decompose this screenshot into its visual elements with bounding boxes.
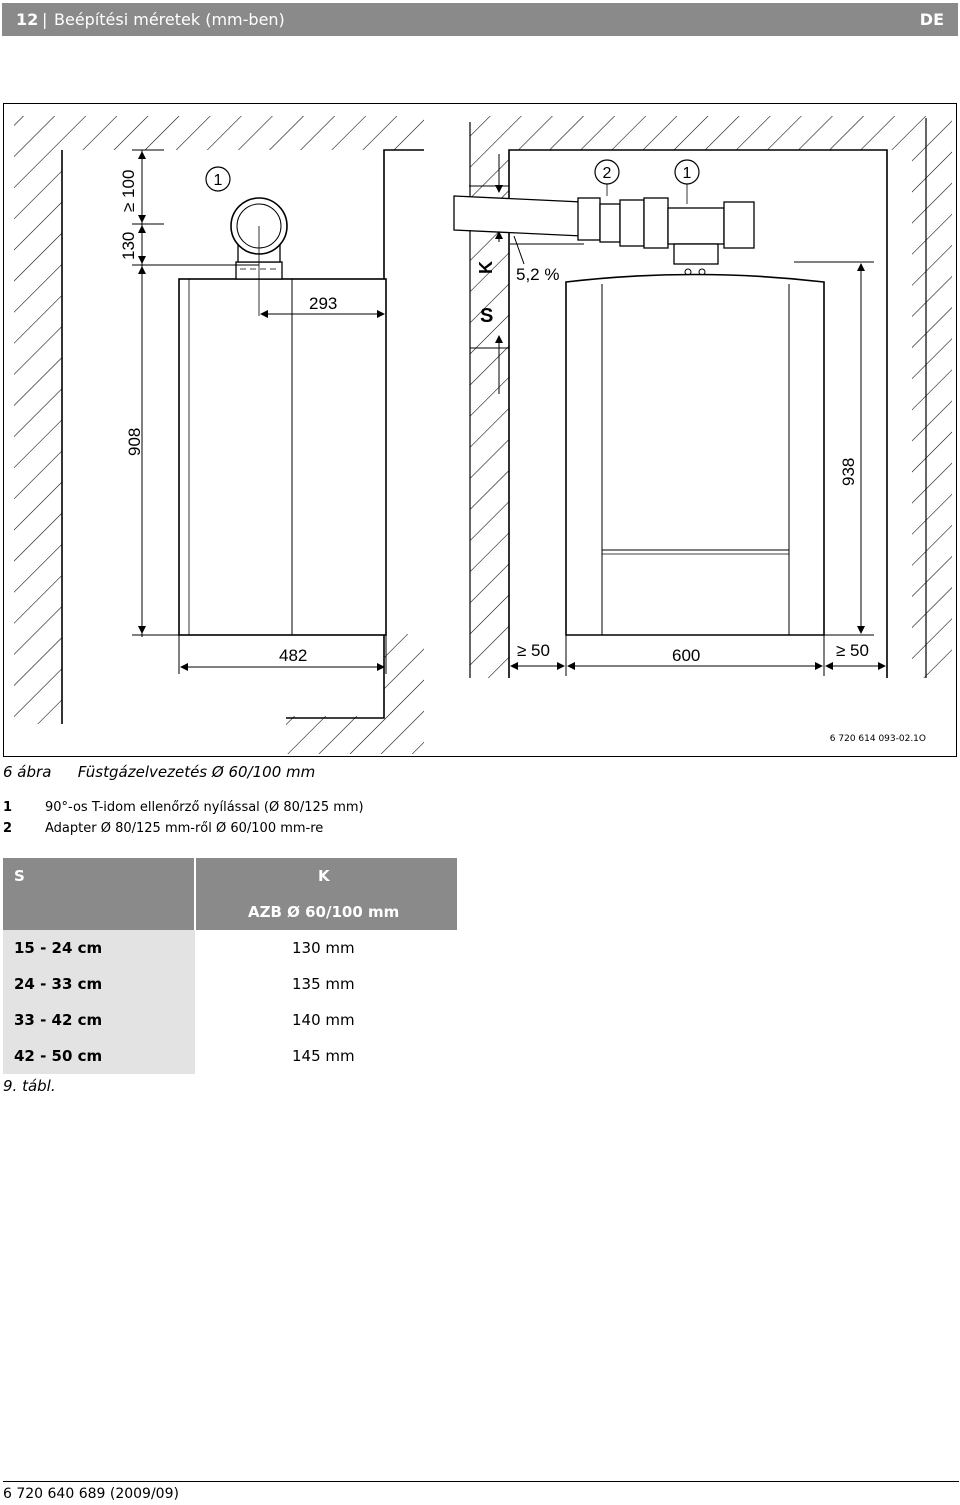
slope-label: 5,2 % (516, 265, 560, 284)
language-code: DE (919, 10, 944, 29)
page-number: 12 (16, 10, 39, 29)
table-row (3, 966, 457, 1002)
dim-label-50-right: ≥ 50 (836, 641, 869, 660)
dim-label-50-left: ≥ 50 (517, 641, 550, 660)
figure-caption (3, 763, 315, 781)
table-caption: 9. tábl. (3, 1077, 56, 1095)
header-s: S (3, 858, 195, 894)
header-separator: | (42, 10, 48, 29)
figure-code: 6 720 614 093-02.1O (829, 734, 926, 744)
callout-right-1 (675, 160, 699, 204)
figure-title: Füstgázelvezetés Ø 60/100 mm (77, 763, 316, 781)
callout-left-1-label: 1 (213, 172, 223, 189)
left-boiler (179, 198, 386, 635)
dim-label-130: 130 (119, 231, 138, 260)
legend-item (3, 818, 364, 839)
table-subheader-row (3, 894, 457, 930)
legend-key: 1 (3, 800, 13, 815)
callout-right-1-label: 1 (682, 165, 692, 182)
callout-left-1 (206, 167, 230, 191)
table-row (3, 1038, 457, 1074)
drawing-svg (4, 104, 958, 758)
callout-right-2 (595, 160, 619, 196)
page-header (2, 3, 958, 36)
dim-label-100: ≥ 100 (119, 169, 138, 212)
dim-label-938: 938 (839, 457, 858, 486)
cell-k: 135 mm (292, 975, 355, 993)
cell-k: 140 mm (292, 1011, 355, 1029)
figure-legend (3, 797, 364, 839)
legend-text: 90°-os T-idom ellenőrző nyílással (Ø 80/125 mm) (45, 800, 364, 815)
legend-text: Adapter Ø 80/125 mm-ről Ø 60/100 mm-re (45, 821, 324, 836)
legend-item (3, 797, 364, 818)
cell-s: 33 - 42 cm (3, 1002, 195, 1038)
footer-doc-id: 6 720 640 689 (2009/09) (3, 1486, 179, 1502)
callout-right-2-label: 2 (602, 165, 612, 182)
dim-label-482: 482 (279, 646, 308, 665)
cell-s: 15 - 24 cm (3, 930, 195, 966)
subheader-k: AZB Ø 60/100 mm (195, 894, 457, 930)
dim-label-908: 908 (125, 427, 144, 456)
right-boiler (566, 275, 824, 636)
cell-k: 145 mm (292, 1047, 355, 1065)
legend-key: 2 (3, 821, 13, 836)
cell-s: 42 - 50 cm (3, 1038, 195, 1074)
table-header-row (3, 858, 457, 894)
installation-drawing (3, 103, 957, 757)
subheader-s-empty (3, 894, 195, 930)
header-k: K (195, 858, 457, 894)
figure-number: 6 ábra (3, 763, 52, 781)
footer-rule (3, 1481, 959, 1482)
dim-label-600: 600 (672, 646, 701, 665)
table-row (3, 930, 457, 966)
dim-label-S: S (480, 305, 494, 327)
spec-table (3, 858, 457, 1074)
cell-k: 130 mm (292, 939, 355, 957)
dim-label-293: 293 (309, 294, 338, 313)
table-row (3, 1002, 457, 1038)
section-title: Beépítési méretek (mm-ben) (54, 10, 285, 29)
dim-label-K: K (476, 261, 496, 274)
cell-s: 24 - 33 cm (3, 966, 195, 1002)
